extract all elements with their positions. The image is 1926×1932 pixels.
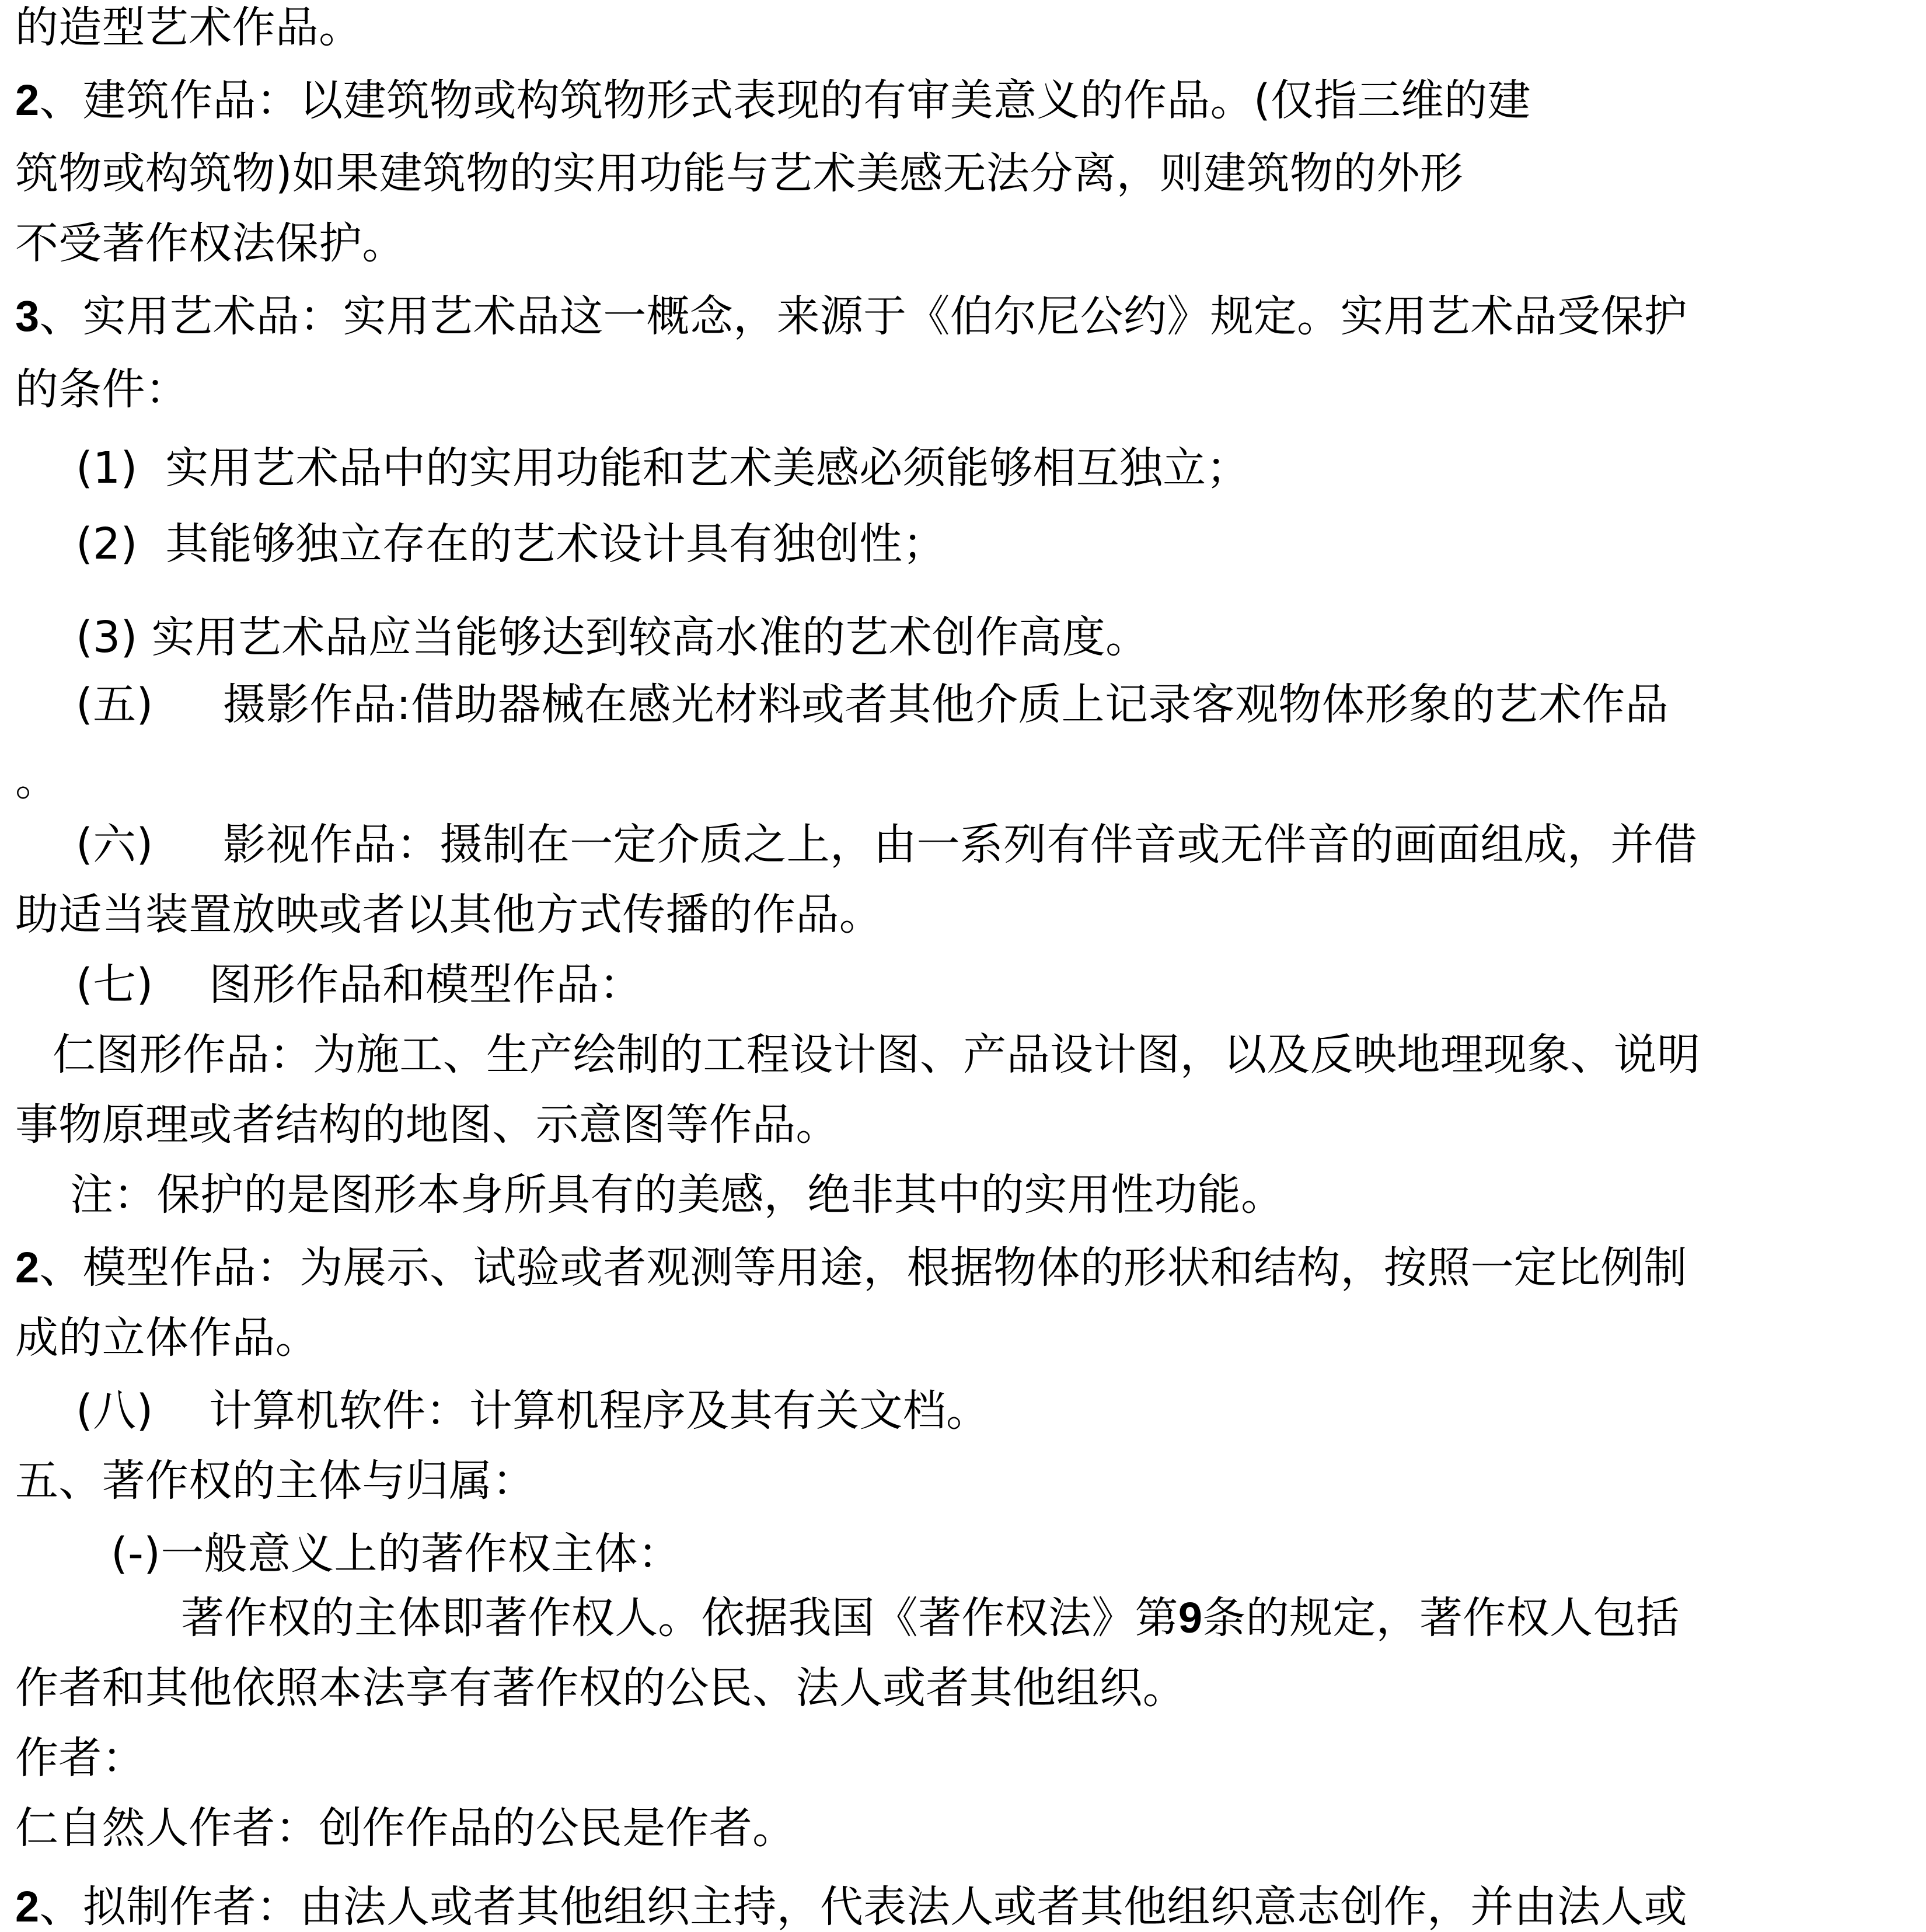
text-line: 成的立体作品。 [15,1313,319,1363]
line-text-after: 条的规定，著作权人包括 [1202,1593,1680,1643]
numbered-line [15,75,1531,125]
section-line: (七) 图形作品和模型作品： [76,960,643,1010]
item-number: 2 [15,1243,40,1292]
line-text: 、实用艺术品：实用艺术品这一概念，来源于《伯尔尼公约》规定。实用艺术品受保护 [39,291,1687,341]
list-item: (3) 实用艺术品应当能够达到较高水准的艺术创作高度。 [76,612,1149,662]
text-line: 仁图形作品：为施工、生产绘制的工程设计图、产品设计图，以及反映地理现象、说明 [53,1030,1701,1080]
text-line: 不受著作权法保护。 [15,218,406,268]
text-line: 的条件： [15,364,189,414]
text-line: 。 [15,755,59,805]
numbered-line [15,1243,1687,1293]
text-line: 作者和其他依照本法享有著作权的公民、法人或者其他组织。 [15,1663,1187,1713]
item-number: 3 [15,292,40,340]
numbered-line [15,1882,1687,1932]
list-item: (2) 其能够独立存在的艺术设计具有独创性； [76,519,946,569]
section-line: (八) 计算机软件：计算机程序及其有关文档。 [76,1386,990,1436]
text-line: 筑物或构筑物)如果建筑物的实用功能与艺术美感无法分离，则建筑物的外形 [15,148,1464,198]
heading-line: 五、著作权的主体与归属： [15,1456,536,1506]
item-number: 2 [15,76,40,124]
list-item: (1) 实用艺术品中的实用功能和艺术美感必须能够相互独立； [76,443,1250,493]
line-text: 、模型作品：为展示、试验或者观测等用途，根据物体的形状和结构，按照一定比例制 [39,1243,1687,1293]
text-line: 仁自然人作者：创作作品的公民是作者。 [15,1803,796,1853]
text-line: 的造型艺术作品。 [15,2,362,53]
line-text: 、建筑作品：以建筑物或构筑物形式表现的有审美意义的作品。(仅指三维的建 [39,75,1531,125]
text-line: 助适当装置放映或者以其他方式传播的作品。 [15,890,882,940]
text-line: 事物原理或者结构的地图、示意图等作品。 [15,1100,839,1150]
line-text: 著作权的主体即著作权人。依据我国《著作权法》第 [181,1593,1178,1643]
article-number: 9 [1178,1593,1203,1642]
section-line: (六) 影视作品：摄制在一定介质之上，由一系列有伴音或无伴音的画面组成，并借 [76,819,1697,870]
line-text: 、拟制作者：由法人或者其他组织主持，代表法人或者其他组织意志创作，并由法人或 [39,1882,1687,1932]
paragraph-line [181,1593,1680,1643]
item-number: 2 [15,1882,40,1931]
section-line: (五) 摄影作品:借助器械在感光材料或者其他介质上记录客观物体形象的艺术作品 [76,679,1669,730]
text-line: 作者： [15,1733,145,1783]
note-line: 注：保护的是图形本身所具有的美感，绝非其中的实用性功能。 [70,1170,1285,1220]
numbered-line [15,291,1687,341]
subheading-line: (-)一般意义上的著作权主体： [111,1529,681,1579]
